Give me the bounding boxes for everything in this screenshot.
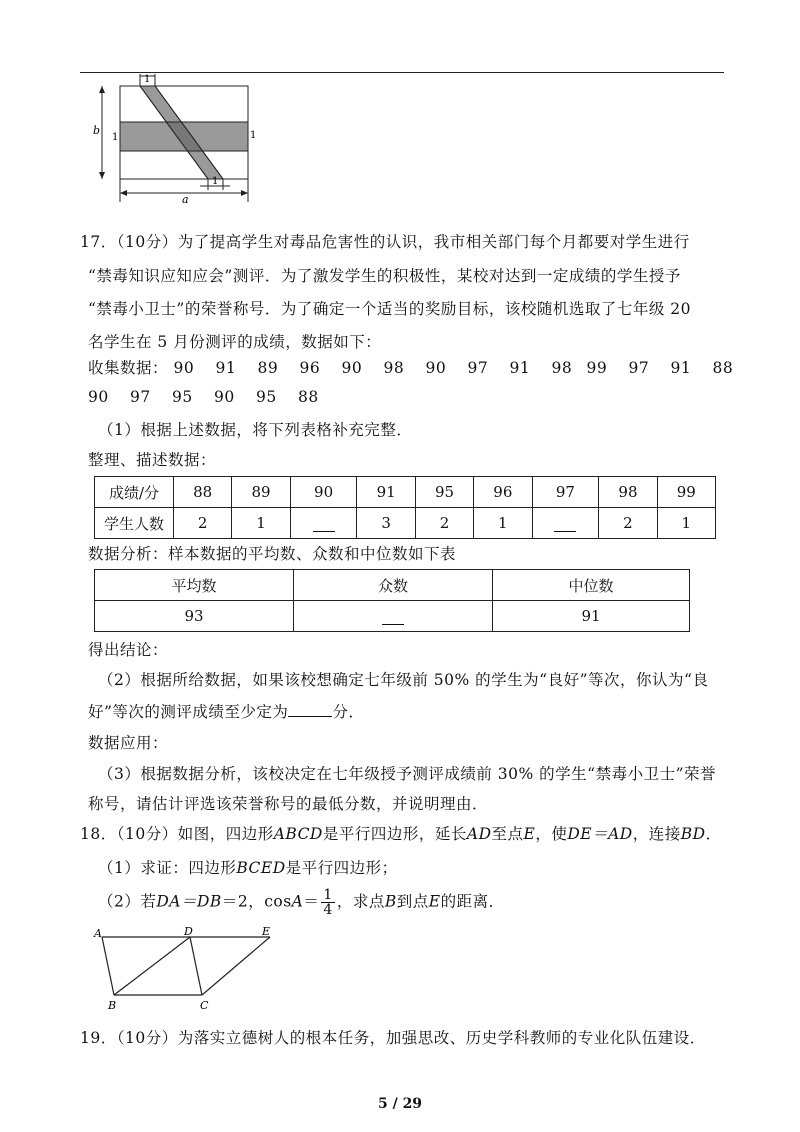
header-median: 中位数	[493, 570, 690, 601]
q17-line4: 名学生在 5 月份测评的成绩，数据如下：	[88, 333, 382, 351]
count-cell: 1	[657, 508, 715, 539]
stats-value-row	[95, 601, 690, 632]
frequency-table	[94, 476, 716, 539]
point-C: C	[200, 999, 209, 1012]
answer-blank	[382, 610, 404, 625]
apply-label: 数据应用：	[88, 734, 169, 752]
count-cell: 1	[232, 508, 290, 539]
stats-header-row	[95, 570, 690, 601]
score-cell: 90	[290, 477, 357, 508]
answer-blank	[554, 517, 576, 532]
table-header-score: 成绩/分	[95, 477, 174, 508]
table-row-counts	[95, 508, 716, 539]
q18-part2: （2）若DA＝DB＝2，cosA＝ $\frac{1}{4}$ ，求点B到点E的距离．	[98, 887, 505, 918]
fig16-label-right: 1	[250, 130, 257, 141]
score-cell: 89	[232, 477, 290, 508]
data-values-row2: 90 97 95 90 95 88	[88, 388, 319, 406]
point-E: E	[262, 925, 271, 938]
figure-q16	[90, 72, 270, 204]
collect-data-row1	[88, 356, 742, 378]
data-values-row1: 90 91 89 96 90 98 90 97 91 98 99 97 91 88	[173, 359, 734, 377]
fig16-label-left: 1	[112, 132, 119, 143]
point-D: D	[184, 925, 193, 938]
q17-part3-line1: （3）根据数据分析，该校决定在七年级授予测评成绩前 30% 的学生“禁毒小卫士”荣誉	[98, 765, 717, 783]
q17-part2-line2: 好”等次的测评成绩至少定为 分．	[88, 703, 365, 721]
fig16-label-a: a	[182, 193, 189, 204]
q17-part3-line2: 称号，请估计评选该荣誉称号的最低分数，并说明理由．	[88, 795, 489, 813]
value-mean: 93	[95, 601, 294, 632]
value-mode-blank	[294, 601, 493, 632]
score-cell: 97	[532, 477, 599, 508]
header-mean: 平均数	[95, 570, 294, 601]
q17-line2: “禁毒知识应知应会”测评．为了激发学生的积极性，某校对达到一定成绩的学生授予	[88, 267, 681, 285]
q18-line1: 18．（10分）如图，四边形ABCD是平行四边形，延长AD至点E，使DE＝AD，连接BD．	[80, 825, 722, 843]
organize-label: 整理、描述数据：	[88, 451, 217, 469]
score-cell: 98	[599, 477, 657, 508]
score-cell: 95	[415, 477, 473, 508]
point-B: B	[108, 999, 117, 1012]
answer-blank	[288, 702, 332, 717]
collect-label: 收集数据：	[88, 359, 169, 377]
q17-part2-line1: （2）根据所给数据，如果该校想确定七年级前 50% 的学生为“良好”等次，你认为“良	[98, 671, 709, 689]
value-median: 91	[493, 601, 690, 632]
count-cell: 2	[174, 508, 232, 539]
analysis-label: 数据分析：样本数据的平均数、众数和中位数如下表	[88, 545, 457, 563]
table-row-scores	[95, 477, 716, 508]
fig16-label-bottom: 1	[212, 176, 219, 187]
q17-line1: 17．（10分）为了提高学生对毒品危害性的认识，我市相关部门每个月都要对学生进行	[80, 233, 690, 251]
score-cell: 91	[357, 477, 415, 508]
fraction-one-quarter: $\frac{1}{4}$	[323, 887, 333, 918]
q19-line1: 19．（10分）为落实立德树人的根本任务，加强思改、历史学科教师的专业化队伍建设．	[80, 1029, 706, 1047]
figure-q18-parallelogram	[92, 925, 282, 1013]
answer-blank	[313, 517, 335, 532]
page-number: 5 / 29	[377, 1096, 423, 1112]
score-cell: 99	[657, 477, 715, 508]
point-A: A	[94, 927, 102, 940]
score-cell: 88	[174, 477, 232, 508]
fig16-label-b: b	[93, 124, 101, 137]
header-mode: 众数	[294, 570, 493, 601]
count-cell-blank	[532, 508, 599, 539]
q17-line3: “禁毒小卫士”的荣誉称号．为了确定一个适当的奖励目标，该校随机选取了七年级 20	[88, 300, 692, 318]
q18-part1: （1）求证：四边形BCED是平行四边形；	[98, 859, 398, 877]
count-cell: 2	[415, 508, 473, 539]
count-cell: 3	[357, 508, 415, 539]
count-cell: 1	[474, 508, 532, 539]
conclusion-label: 得出结论：	[88, 641, 169, 659]
table-header-count: 学生人数	[95, 508, 174, 539]
fig16-label-top: 1	[144, 74, 151, 85]
statistics-table	[94, 569, 690, 632]
score-cell: 96	[474, 477, 532, 508]
q17-part1: （1）根据上述数据，将下列表格补充完整．	[98, 421, 413, 439]
count-cell: 2	[599, 508, 657, 539]
count-cell-blank	[290, 508, 357, 539]
